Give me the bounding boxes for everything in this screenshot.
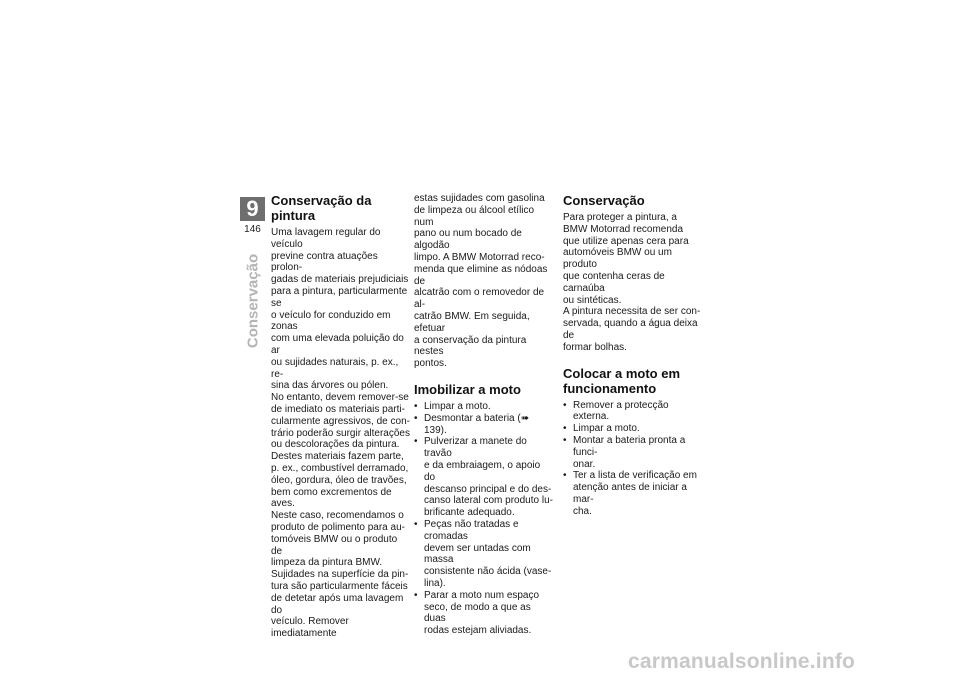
list-item: • Parar a moto num espaço seco, de modo a que as duas rodas estejam aliviadas. <box>414 590 554 637</box>
store-steps-list <box>414 401 554 637</box>
section-heading-conservation: Conservação <box>563 193 645 208</box>
section-heading-store: Imobilizar a moto <box>414 381 521 397</box>
list-item: • Pulverizar a manete do travão e da embraiagem, o apoio do descanso principal e do des- canso lateral com produto lu- brificante adequado. <box>414 436 554 519</box>
watermark-logo: carmanualsonline.info <box>628 650 856 673</box>
list-item: • Desmontar a bateria (➠ 139). <box>414 413 554 437</box>
page-number: 146 <box>244 224 261 235</box>
recommission-steps-list <box>563 400 703 518</box>
column-2 <box>414 193 554 637</box>
section-heading-paint-care: Conservação da pintura <box>271 193 372 223</box>
list-item: • Limpar a moto. <box>414 401 554 413</box>
paint-care-text: Uma lavagem regular do veículo previne contra atuações prolon- gadas de materiais prejudiciais para a pintura, particularmente se o veículo for conduzido em zonas com uma elevada poluição do ar ou sujidades naturais, p. ex., re- sina das árvores ou pólen. No entanto, devem remover-se de imediato os materiais parti- cularmente agressivos, de con- trário poderão surgir alterações ou descolorações da pintura. Destes materiais fazem parte, p. ex., combustível derramado, óleo, gordura, óleo de travões, bem como excrementos de aves. Neste caso, recomendamos o produto de polimento para au- tomóveis BMW ou o produto de limpeza da pintura BMW. Sujidades na superfície da pin- tura são particularmente fáceis de detetar após uma lavagem do veículo. Remover imediatamente <box>271 227 410 640</box>
column-1 <box>271 193 411 640</box>
section-heading-recommission: Colocar a moto em funcionamento <box>563 365 681 396</box>
chapter-number-tab: 9 <box>240 197 265 221</box>
list-item: • Peças não tratadas e cromadas devem ser untadas com massa consistente não ácida (vase- lina). <box>414 519 554 590</box>
list-item: • Limpar a moto. <box>563 423 703 435</box>
column-3 <box>563 193 703 518</box>
paint-care-text-continued: estas sujidades com gasolina de limpeza ou álcool etílico num pano ou num bocado de algodão limpo. A BMW Motorrad reco- menda que elimine as nódoas de alcatrão com o removedor de al- catrão BMW. Em seguida, efetuar a conservação da pintura nestes pontos. <box>414 193 548 370</box>
list-item: • Remover a protecção externa. <box>563 400 703 424</box>
chapter-side-title <box>240 246 265 356</box>
conservation-text: Para proteger a pintura, a BMW Motorrad recomenda que utilize apenas cera para automóveis BMW ou um produto que contenha ceras de carnaúba ou sintéticas. A pintura necessita de ser con- servada, quando a água deixa de formar bolhas. <box>563 212 701 353</box>
chapter-side-title-text: Conservação <box>244 253 261 349</box>
list-item: • Montar a bateria pronta a funci- onar. <box>563 435 703 470</box>
list-item: • Ter a lista de verificação em atenção antes de iniciar a mar- cha. <box>563 470 703 517</box>
